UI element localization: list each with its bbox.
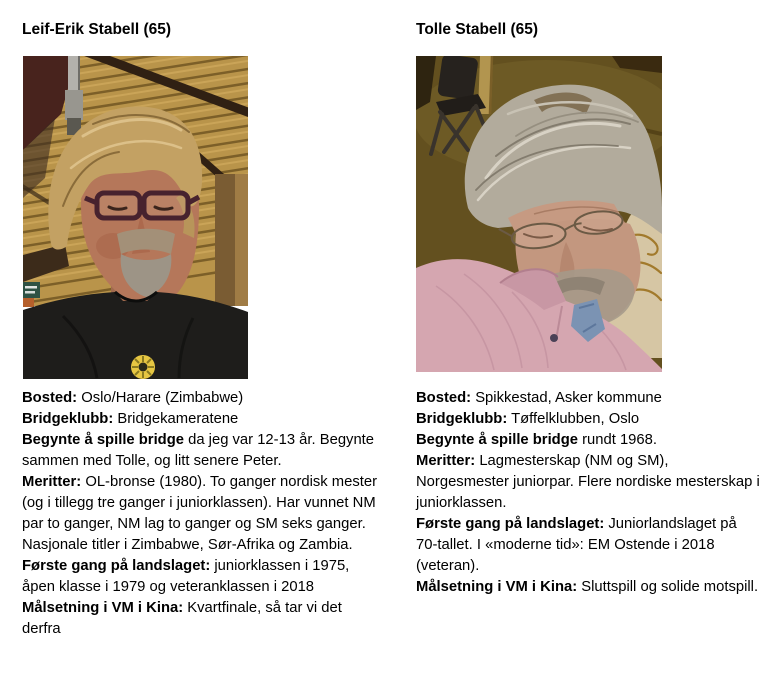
field-text: rundt 1968. — [578, 432, 657, 448]
bio-field-meritter — [22, 472, 380, 556]
portrait-photo-tolle — [416, 56, 662, 372]
bio-field-forste-gang — [416, 514, 760, 577]
field-text: Tøffelklubben, Oslo — [507, 411, 640, 427]
field-text: da jeg var 12-13 år. Begynte sammen med Tolle, og litt senere Peter. — [22, 432, 375, 469]
field-label: Første gang på landslaget: — [22, 558, 211, 574]
field-text: Bridgekameratene — [113, 411, 239, 427]
field-label: Målsetning i VM i Kina: — [416, 579, 578, 595]
portrait-photo-leif-erik — [23, 56, 248, 379]
profile-section-tolle — [416, 20, 760, 595]
field-label: Bridgeklubb: — [416, 411, 508, 427]
field-text: Juniorlandslaget på 70-tallet. I «moderne tid»: EM Ostende i 2018 (veteran). — [416, 516, 737, 574]
field-label: Meritter: — [416, 453, 476, 469]
bio-field-begynte — [416, 430, 760, 451]
bio-field-meritter — [416, 451, 760, 514]
bio-field-bridgeklubb — [22, 409, 380, 430]
bio-text-leif-erik — [22, 388, 380, 640]
bio-field-bridgeklubb — [416, 409, 760, 430]
portrait-illustration — [23, 56, 248, 379]
field-label: Begynte å spille bridge — [416, 432, 578, 448]
field-label: Begynte å spille bridge — [22, 432, 184, 448]
field-text: Sluttspill og solide motspill. — [577, 579, 759, 595]
bio-field-forste-gang — [22, 556, 380, 598]
bio-field-bosted — [22, 388, 380, 409]
field-text: Kvartfinale, så tar vi det derfra — [22, 600, 342, 637]
field-text: juniorklassen i 1975, åpen klasse i 1979 og veteranklassen i 2018 — [22, 558, 350, 595]
field-label: Meritter: — [22, 474, 82, 490]
field-label: Første gang på landslaget: — [416, 516, 605, 532]
profile-name: Leif-Erik Stabell (65) — [22, 21, 172, 38]
field-label: Bosted: — [416, 390, 472, 406]
bio-field-malsetning — [416, 577, 760, 598]
field-text: Spikkestad, Asker kommune — [471, 390, 662, 406]
field-label: Målsetning i VM i Kina: — [22, 600, 184, 616]
profile-name: Tolle Stabell (65) — [416, 21, 539, 38]
bio-text-tolle — [416, 388, 760, 598]
profile-section-leif-erik — [22, 20, 380, 637]
field-text: Lagmesterskap (NM og SM), Norgesmester juniorpar. Flere nordiske mesterskap i juniorklassen. — [416, 453, 760, 511]
field-label: Bridgeklubb: — [22, 411, 114, 427]
field-text: Oslo/Harare (Zimbabwe) — [77, 390, 244, 406]
field-text: OL-bronse (1980). To ganger nordisk mester (og i tillegg tre ganger i juniorklassen). Har vunnet NM par to ganger, NM lag to ganger og SM seks ganger. Nasjonale titler i Zimbabwe, Sør-Afrika og Zambia. — [22, 474, 378, 553]
bio-field-bosted — [416, 388, 760, 409]
bio-field-malsetning — [22, 598, 380, 640]
bio-field-begynte — [22, 430, 380, 472]
portrait-illustration — [416, 56, 662, 372]
field-label: Bosted: — [22, 390, 78, 406]
